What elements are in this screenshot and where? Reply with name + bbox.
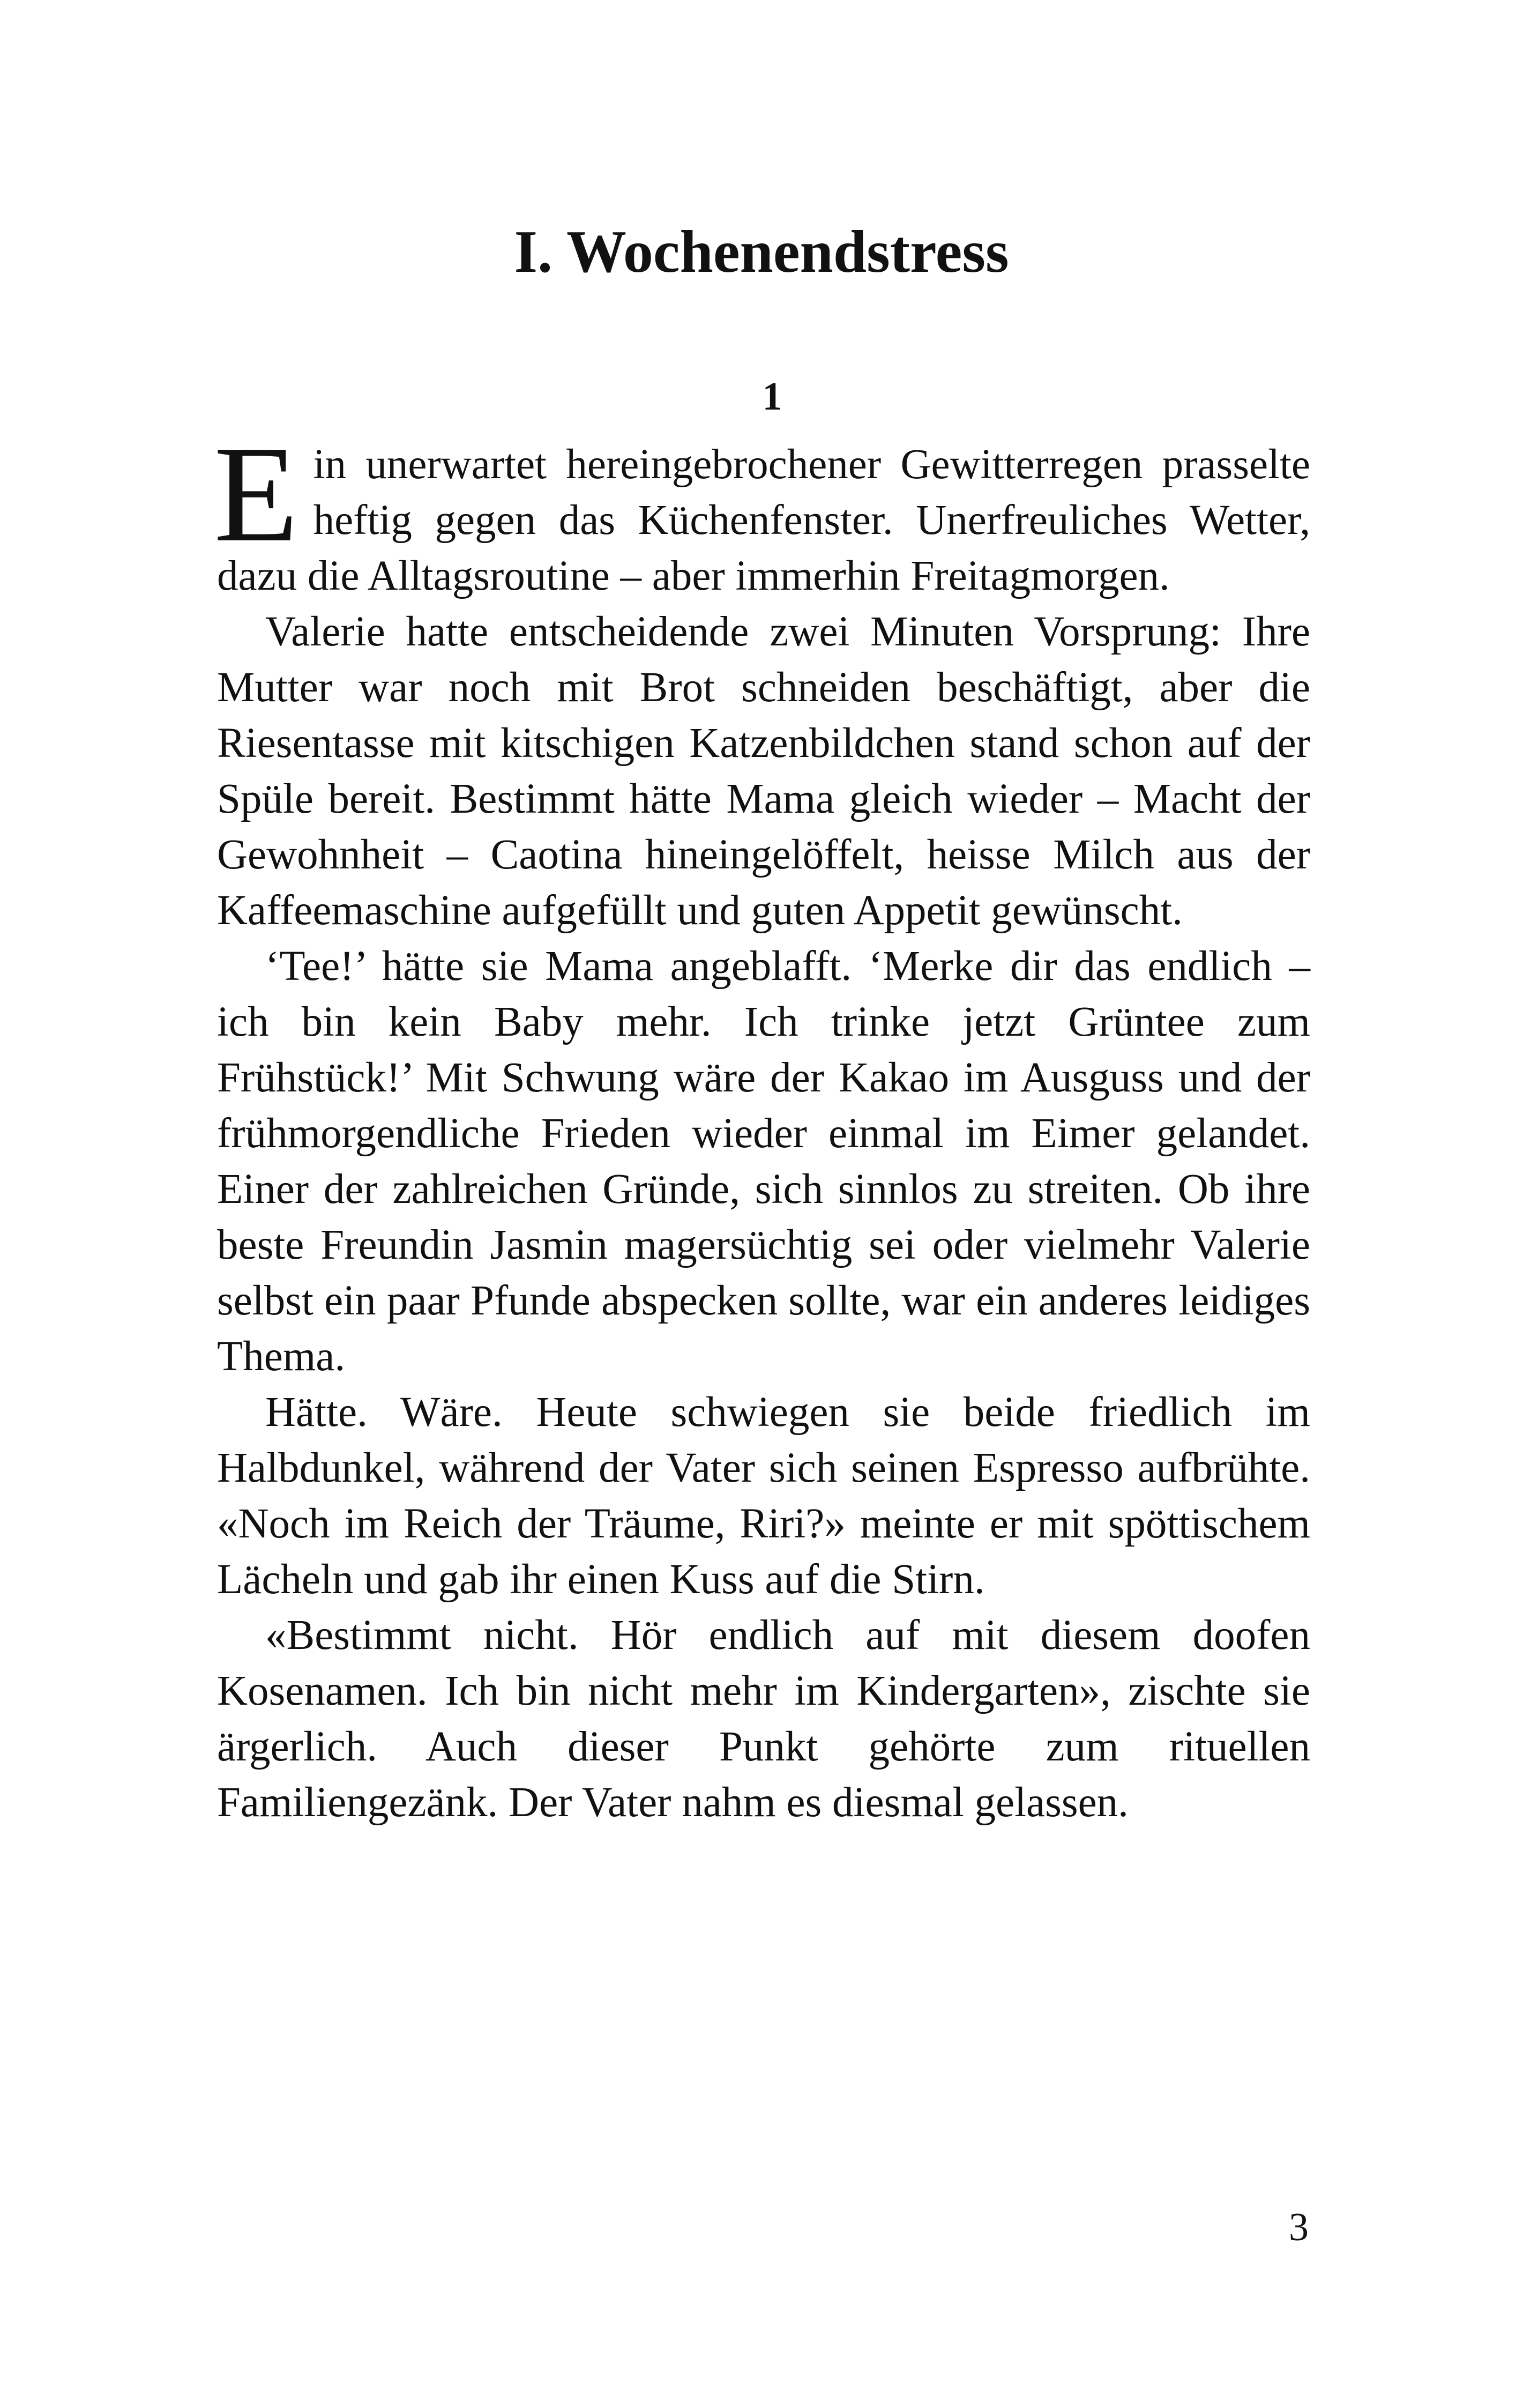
paragraph-text: in unerwartet hereingebrochener Gewitterregen prasselte heftig gegen das Küchenfenster. Unerfreuliches Wetter, dazu die Alltagsroutine – aber immerhin Freitagmorgen. (217, 441, 1310, 599)
paragraph: ‘Tee!’ hätte sie Mama angeblafft. ‘Merke dir das endlich – ich bin kein Baby mehr. Ich trinke jetzt Grüntee zum Frühstück!’ Mit Schwung wäre der Kakao im Ausguss und der frühmorgendliche Frieden wieder einmal im Eimer gelandet. Einer der zahlreichen Gründe, sich sinnlos zu streiten. Ob ihre beste Freundin Jasmin magersüchtig sei oder vielmehr Valerie selbst ein paar Pfunde abspecken sollte, war ein anderes leidiges Thema. (217, 943, 1310, 1380)
paragraph: Valerie hatte entscheidende zwei Minuten Vorsprung: Ihre Mutter war noch mit Brot schneiden beschäftigt, aber die Riesentasse mit kitschigen Katzenbildchen stand schon auf der Spüle bereit. Bestimmt hätte Mama gleich wieder – Macht der Gewohnheit – Caotina hineingelöffelt, heisse Milch aus der Kaffeemaschine aufgefüllt und guten Appetit gewünscht. (217, 608, 1310, 934)
body-text (214, 417, 1310, 1831)
paragraph: Hätte. Wäre. Heute schwiegen sie beide friedlich im Halbdunkel, während der Vater sich seinen Espresso aufbrühte. «Noch im Reich der Träume, Riri?» meinte er mit spöttischem Lächeln und gab ihr einen Kuss auf die Stirn. (217, 1389, 1310, 1603)
page-number: 3 (1289, 2205, 1309, 2249)
chapter-title: I. Wochenendstress (514, 219, 1009, 285)
drop-cap: E (214, 417, 298, 570)
paragraph (214, 417, 1310, 604)
paragraph: «Bestimmt nicht. Hör endlich auf mit diesem doofen Kosenamen. Ich bin nicht mehr im Kindergarten», zischte sie ärgerlich. Auch dieser Punkt gehörte zum rituellen Familiengezänk. Der Vater nahm es diesmal gelassen. (217, 1612, 1310, 1826)
section-number: 1 (762, 375, 782, 419)
